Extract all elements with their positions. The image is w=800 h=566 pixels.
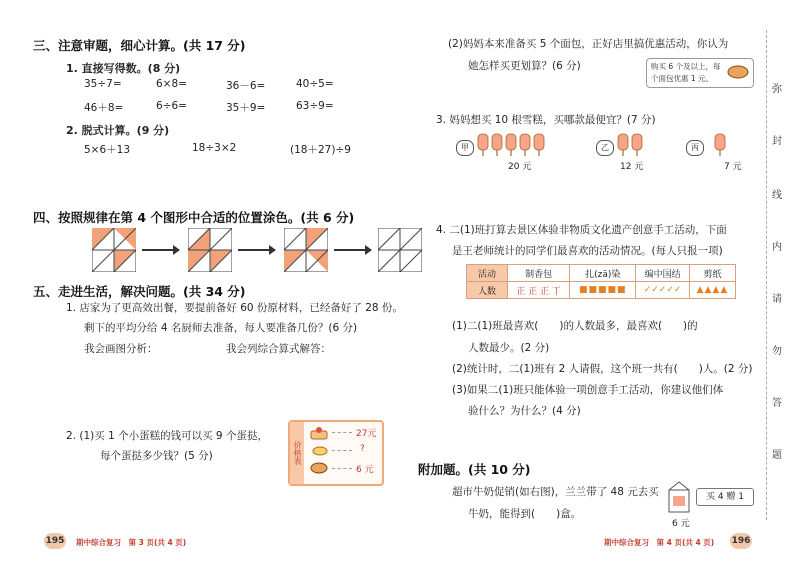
pattern-figure-4-blank[interactable] — [378, 228, 422, 272]
seal-char: 答 — [772, 398, 782, 409]
seal-char: 请 — [772, 294, 782, 305]
problem-1-formula-label: 我会列综合算式解答： — [226, 343, 331, 355]
problem-4-q3b: 验什么？为什么？(4 分) — [468, 405, 581, 417]
arrow-icon — [238, 249, 274, 251]
ice-cream-bar-icon — [712, 132, 728, 158]
q1-item: 63÷9= — [296, 100, 334, 112]
bread-icon — [727, 65, 749, 79]
bonus-title: 附加题。(共 10 分) — [418, 462, 531, 477]
bonus-line1: 超市牛奶促销(如右图)，兰兰带了 48 元去买 — [452, 486, 659, 498]
problem-2b-line2: 她怎样买更划算？(6 分) — [468, 60, 581, 72]
section-4-title: 四、按照规律在第 4 个图形中合适的位置涂色。(共 6 分) — [33, 210, 355, 225]
problem-3-line: 3. 妈妈想买 10 根雪糕，买哪款最便宜？(7 分) — [436, 114, 656, 126]
problem-1-draw-label: 我会画图分析： — [84, 343, 158, 355]
tally-checks: ✓✓✓✓✓ — [636, 282, 690, 299]
tally-triangles: ▲▲▲▲ — [689, 282, 735, 299]
option-price: 20 元 — [508, 162, 532, 172]
q2-item: 5×6＋13 — [84, 144, 131, 156]
option-jia — [456, 132, 576, 172]
price-table-label: 价格表 — [290, 422, 304, 484]
ice-cream-bars-icon — [476, 132, 552, 158]
milk-carton-icon — [666, 480, 692, 514]
option-label: 甲 — [456, 140, 474, 156]
problem-4-q2: (2)统计时，二(1)班有 2 人请假，这个班一共有( )人。(2 分) — [452, 363, 753, 375]
milk-promo-box — [696, 488, 754, 506]
table-head: 剪纸 — [689, 265, 735, 282]
section-5-title: 五、走进生活，解决问题。(共 34 分) — [33, 284, 246, 299]
problem-4-line2: 是王老师统计的同学们最喜欢的活动情况。(每人只报一项) — [452, 245, 723, 257]
table-head: 扎(zā)染 — [570, 265, 636, 282]
price-cake: 27元 — [356, 429, 377, 439]
problem-2-line1: 2. (1)买 1 个小蛋糕的钱可以买 9 个蛋挞， — [66, 430, 268, 442]
seal-char: 线 — [772, 190, 782, 201]
problem-4-q1a: (1)二(1)班最喜欢( )的人数最多，最喜欢( )的 — [452, 320, 698, 332]
q1-title: 1. 直接写得数。(8 分) — [66, 62, 181, 75]
page-number-right: 196 — [730, 533, 752, 549]
q1-item: 6÷6= — [156, 100, 187, 112]
table-head: 编中国结 — [636, 265, 690, 282]
problem-4-line1: 4. 二(1)班打算去景区体验非物质文化遗产创意手工活动，下面 — [436, 224, 727, 236]
price-table — [288, 420, 384, 486]
pattern-figure-1 — [92, 228, 136, 272]
section-3-title: 三、注意审题，细心计算。(共 17 分) — [33, 38, 246, 53]
problem-2b-line1: (2)妈妈本来准备买 5 个面包，正好店里搞优惠活动，你认为 — [448, 38, 729, 50]
q1-item: 36－6= — [226, 80, 266, 92]
footer-right: 期中综合复习 第 4 页(共 4 页) — [604, 538, 715, 547]
option-label: 丙 — [686, 140, 704, 156]
bread-icon — [310, 462, 328, 474]
footer-left: 期中综合复习 第 3 页(共 4 页) — [76, 538, 187, 547]
option-price: 7 元 — [724, 162, 742, 172]
activity-table — [466, 264, 736, 299]
promo-box — [646, 58, 754, 88]
option-bing — [686, 132, 746, 172]
q1-item: 35÷7= — [84, 78, 122, 90]
problem-1-line1: 1. 店家为了更高效出餐，要提前备好 60 份原材料，已经备好了 28 份。 — [66, 302, 403, 314]
problem-2-line2: 每个蛋挞多少钱？(5 分) — [100, 450, 213, 462]
pattern-figure-2 — [188, 228, 232, 272]
seal-text — [768, 70, 792, 520]
q1-item: 40÷5= — [296, 78, 334, 90]
milk-price: 6 元 — [672, 519, 690, 529]
seal-char: 弥 — [772, 84, 782, 95]
table-head: 制香包 — [508, 265, 570, 282]
pattern-figure-3 — [284, 228, 328, 272]
bonus-line2: 牛奶，能得到( )盒。 — [468, 508, 582, 520]
q2-item: (18＋27)÷9 — [290, 144, 351, 156]
price-egg-tart: ? — [360, 444, 365, 454]
seal-dashed-line — [766, 30, 767, 520]
option-yi — [596, 132, 666, 172]
tally-cell: 正 正 正 丅 — [508, 282, 570, 299]
seal-char: 内 — [772, 242, 782, 253]
table-head: 活动 — [467, 265, 508, 282]
option-label: 乙 — [596, 140, 614, 156]
problem-4-q3a: (3)如果二(1)班只能体验一项创意手工活动，你建议他们体 — [452, 384, 724, 396]
cake-icon — [310, 426, 328, 440]
egg-tart-icon — [312, 444, 328, 456]
q2-item: 18÷3×2 — [192, 142, 237, 154]
promo-text: 购买 6 个及以上，每个面包优惠 1 元。 — [651, 62, 721, 83]
tally-squares: ■■■■■ — [570, 282, 636, 299]
milk-promo-text: 买 4 赠 1 — [705, 492, 745, 502]
arrow-icon — [334, 249, 370, 251]
q1-item: 6×8= — [156, 78, 187, 90]
seal-char: 封 — [772, 136, 782, 147]
price-bread: 6 元 — [356, 465, 374, 475]
seal-char: 勿 — [772, 346, 782, 357]
problem-4-q1b: 人数最少。(2 分) — [468, 342, 550, 354]
q2-title: 2. 脱式计算。(9 分) — [66, 124, 170, 137]
seal-char: 题 — [772, 450, 782, 461]
ice-cream-bars-icon — [616, 132, 656, 158]
arrow-icon — [142, 249, 178, 251]
problem-1-line2: 剩下的平均分给 4 名厨师去准备，每人要准备几份？(6 分) — [84, 322, 358, 334]
table-row-label: 人数 — [467, 282, 508, 299]
option-price: 12 元 — [620, 162, 644, 172]
q1-item: 46＋8= — [84, 102, 124, 114]
page-number-left: 195 — [44, 533, 66, 549]
q1-item: 35＋9= — [226, 102, 266, 114]
